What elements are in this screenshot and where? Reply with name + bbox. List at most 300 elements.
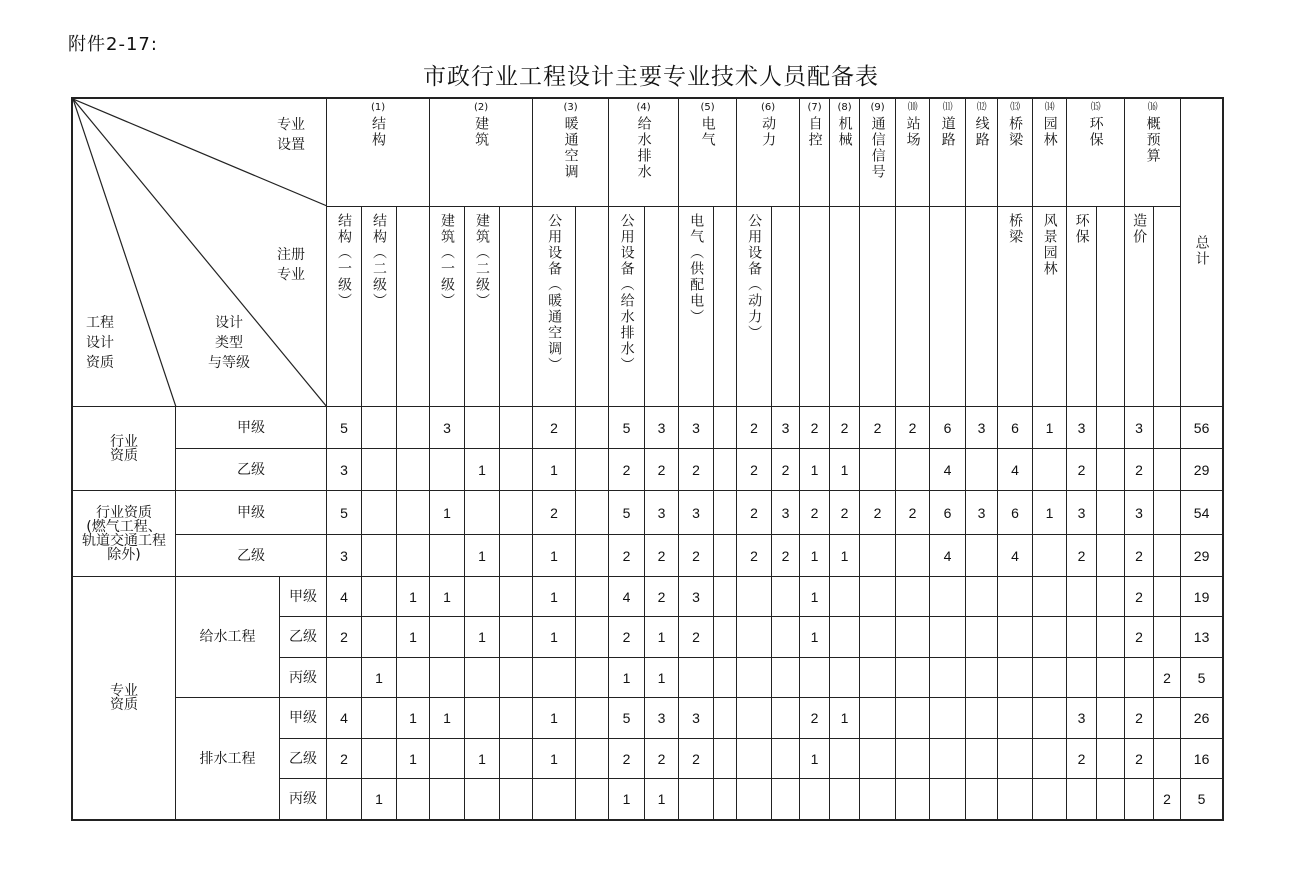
value-cell — [896, 658, 930, 698]
design-type-cell: 排水工程 — [176, 698, 280, 820]
value-cell: 1 — [1033, 407, 1067, 449]
value-cell — [500, 739, 533, 779]
grade-cell: 乙级 — [280, 739, 327, 779]
group-header-3 — [533, 99, 609, 207]
value-cell — [998, 577, 1033, 617]
registered-specialty-cell — [737, 207, 772, 407]
value-cell — [1154, 407, 1181, 449]
registered-specialty-text: 公用设备︵动力︶ — [746, 213, 763, 341]
group-name: 通信信号 — [869, 116, 886, 180]
group-header-4 — [609, 99, 679, 207]
value-cell: 1 — [800, 739, 830, 779]
value-cell — [830, 577, 860, 617]
design-type-label: 设计 类型 与等级 — [208, 315, 250, 371]
value-cell: 2 — [737, 407, 772, 449]
value-cell — [966, 449, 998, 491]
value-cell — [737, 739, 772, 779]
value-cell: 3 — [1067, 491, 1097, 535]
grade-cell: 甲级 — [176, 491, 327, 535]
value-cell — [714, 779, 737, 820]
value-cell: 6 — [930, 407, 966, 449]
value-cell — [1097, 739, 1125, 779]
value-cell: 5 — [609, 407, 645, 449]
value-cell — [362, 491, 397, 535]
group-name: 动力 — [760, 116, 777, 148]
value-cell — [830, 617, 860, 658]
value-cell: 3 — [1125, 491, 1154, 535]
value-cell — [576, 658, 609, 698]
value-cell: 3 — [327, 535, 362, 577]
value-cell — [1033, 577, 1067, 617]
value-cell — [860, 577, 896, 617]
registered-specialty-cell — [966, 207, 998, 407]
value-cell: 2 — [609, 535, 645, 577]
value-cell — [465, 779, 500, 820]
group-number: ⑿ — [976, 102, 987, 113]
group-number: (5) — [700, 102, 715, 113]
group-header-13 — [998, 99, 1033, 207]
value-cell — [772, 779, 800, 820]
value-cell: 2 — [737, 449, 772, 491]
value-cell — [327, 779, 362, 820]
grade-cell: 乙级 — [176, 535, 327, 577]
value-cell: 1 — [465, 617, 500, 658]
registered-specialty-text: 风景园林 — [1041, 213, 1058, 277]
value-cell — [430, 617, 465, 658]
registered-specialty-cell — [896, 207, 930, 407]
value-cell: 5 — [327, 491, 362, 535]
table-row — [73, 577, 1223, 617]
group-name: 暖通空调 — [562, 116, 579, 180]
value-cell: 1 — [397, 617, 430, 658]
value-cell — [500, 491, 533, 535]
value-cell — [714, 617, 737, 658]
total-label: 总计 — [1193, 235, 1210, 267]
group-header-12 — [966, 99, 998, 207]
value-cell — [576, 739, 609, 779]
table-row — [73, 449, 1223, 491]
registered-specialty-cell — [609, 207, 645, 407]
value-cell — [465, 698, 500, 739]
registered-specialty-text: 公用设备︵给水排水︶ — [618, 213, 635, 373]
group-header-16 — [1125, 99, 1181, 207]
value-cell — [800, 779, 830, 820]
value-cell — [714, 407, 737, 449]
value-cell — [430, 658, 465, 698]
group-number: (7) — [807, 102, 822, 113]
value-cell — [860, 658, 896, 698]
value-cell — [714, 577, 737, 617]
value-cell — [1033, 698, 1067, 739]
value-cell — [1067, 617, 1097, 658]
value-cell: 3 — [645, 698, 679, 739]
group-number: (8) — [837, 102, 852, 113]
registered-specialty-cell — [1125, 207, 1154, 407]
group-number: (4) — [636, 102, 651, 113]
value-cell: 4 — [327, 577, 362, 617]
value-cell — [966, 617, 998, 658]
value-cell: 2 — [860, 407, 896, 449]
value-cell: 2 — [896, 407, 930, 449]
value-cell — [1067, 779, 1097, 820]
registered-specialty-cell — [430, 207, 465, 407]
value-cell: 6 — [998, 491, 1033, 535]
value-cell: 4 — [998, 535, 1033, 577]
value-cell: 2 — [645, 739, 679, 779]
value-cell — [430, 535, 465, 577]
group-header-1 — [327, 99, 430, 207]
value-cell — [830, 779, 860, 820]
value-cell — [714, 449, 737, 491]
value-cell — [1097, 698, 1125, 739]
value-cell: 2 — [1154, 779, 1181, 820]
value-cell — [397, 535, 430, 577]
value-cell: 2 — [830, 407, 860, 449]
value-cell: 4 — [930, 449, 966, 491]
value-cell — [1067, 658, 1097, 698]
group-name: 结构 — [370, 116, 387, 148]
value-cell: 2 — [645, 449, 679, 491]
value-cell — [1097, 577, 1125, 617]
value-cell — [1125, 779, 1154, 820]
value-cell — [465, 491, 500, 535]
value-cell: 1 — [362, 658, 397, 698]
total-cell: 54 — [1181, 491, 1223, 535]
value-cell: 3 — [645, 407, 679, 449]
value-cell: 2 — [737, 491, 772, 535]
value-cell: 1 — [430, 698, 465, 739]
value-cell: 3 — [679, 698, 714, 739]
group-number: (2) — [473, 102, 489, 113]
value-cell: 2 — [800, 407, 830, 449]
value-cell: 1 — [830, 535, 860, 577]
registered-specialty-cell — [1097, 207, 1125, 407]
value-cell: 1 — [430, 491, 465, 535]
registered-specialty-text: 结构︵二级︶ — [371, 213, 388, 309]
value-cell: 3 — [679, 407, 714, 449]
value-cell: 2 — [1067, 449, 1097, 491]
registered-specialty-cell — [1033, 207, 1067, 407]
value-cell — [679, 658, 714, 698]
value-cell: 2 — [679, 449, 714, 491]
value-cell — [966, 535, 998, 577]
group-header-7 — [800, 99, 830, 207]
value-cell: 6 — [930, 491, 966, 535]
value-cell: 3 — [327, 449, 362, 491]
value-cell — [327, 658, 362, 698]
registered-specialty-cell — [362, 207, 397, 407]
value-cell — [966, 698, 998, 739]
value-cell: 2 — [800, 491, 830, 535]
value-cell: 2 — [679, 739, 714, 779]
value-cell — [1154, 577, 1181, 617]
value-cell: 6 — [998, 407, 1033, 449]
total-cell: 29 — [1181, 449, 1223, 491]
value-cell: 2 — [1125, 535, 1154, 577]
value-cell — [362, 739, 397, 779]
table-row — [73, 491, 1223, 535]
group-name: 自控 — [806, 116, 823, 148]
qualification-cell: 行业 资质 — [73, 407, 176, 491]
registered-specialty-cell — [679, 207, 714, 407]
value-cell — [1154, 491, 1181, 535]
value-cell — [860, 739, 896, 779]
value-cell — [896, 617, 930, 658]
value-cell — [896, 577, 930, 617]
total-cell: 26 — [1181, 698, 1223, 739]
group-number: ⒀ — [1010, 102, 1021, 113]
value-cell: 1 — [533, 577, 576, 617]
value-cell — [896, 698, 930, 739]
group-name: 道路 — [939, 116, 956, 148]
value-cell — [737, 658, 772, 698]
value-cell — [930, 698, 966, 739]
value-cell: 5 — [609, 698, 645, 739]
value-cell: 2 — [679, 535, 714, 577]
value-cell: 3 — [645, 491, 679, 535]
group-header-6 — [737, 99, 800, 207]
value-cell — [998, 779, 1033, 820]
group-name: 线路 — [973, 116, 990, 148]
value-cell — [714, 658, 737, 698]
table-title: 市政行业工程设计主要专业技术人员配备表 — [423, 64, 879, 90]
value-cell — [998, 617, 1033, 658]
registered-specialty-text: 结构︵一级︶ — [336, 213, 353, 309]
value-cell: 1 — [430, 577, 465, 617]
registered-specialty-cell — [327, 207, 362, 407]
value-cell — [1033, 535, 1067, 577]
value-cell — [500, 449, 533, 491]
value-cell: 2 — [609, 449, 645, 491]
group-name: 环保 — [1087, 116, 1104, 148]
registered-specialty-cell — [533, 207, 576, 407]
value-cell: 2 — [737, 535, 772, 577]
value-cell — [500, 577, 533, 617]
value-cell — [930, 779, 966, 820]
value-cell: 2 — [609, 617, 645, 658]
value-cell — [576, 535, 609, 577]
value-cell — [714, 698, 737, 739]
value-cell — [465, 577, 500, 617]
total-cell: 16 — [1181, 739, 1223, 779]
value-cell: 2 — [1125, 698, 1154, 739]
value-cell: 2 — [1125, 617, 1154, 658]
registered-specialty-text: 公用设备︵暖通空调︶ — [546, 213, 563, 373]
value-cell — [772, 739, 800, 779]
registered-specialty-label: 注册 专业 — [277, 247, 305, 283]
group-number: (9) — [870, 102, 885, 113]
value-cell: 4 — [327, 698, 362, 739]
value-cell — [397, 449, 430, 491]
value-cell — [830, 739, 860, 779]
value-cell — [430, 739, 465, 779]
value-cell — [896, 449, 930, 491]
value-cell — [1097, 491, 1125, 535]
value-cell — [500, 698, 533, 739]
value-cell — [860, 617, 896, 658]
value-cell — [896, 779, 930, 820]
value-cell: 5 — [327, 407, 362, 449]
table-row — [73, 407, 1223, 449]
value-cell — [1097, 617, 1125, 658]
value-cell — [576, 407, 609, 449]
group-header-10 — [896, 99, 930, 207]
value-cell: 1 — [609, 779, 645, 820]
value-cell — [500, 617, 533, 658]
value-cell — [500, 658, 533, 698]
value-cell: 4 — [609, 577, 645, 617]
value-cell: 1 — [362, 779, 397, 820]
value-cell — [1154, 449, 1181, 491]
qualification-cell: 专业 资质 — [73, 577, 176, 820]
value-cell: 1 — [465, 739, 500, 779]
value-cell: 3 — [679, 577, 714, 617]
value-cell: 1 — [800, 617, 830, 658]
registered-specialty-cell — [860, 207, 896, 407]
grade-cell: 乙级 — [280, 617, 327, 658]
value-cell: 1 — [397, 577, 430, 617]
value-cell — [576, 779, 609, 820]
value-cell: 1 — [533, 698, 576, 739]
value-cell: 1 — [397, 698, 430, 739]
value-cell — [737, 698, 772, 739]
value-cell — [533, 658, 576, 698]
total-cell: 13 — [1181, 617, 1223, 658]
value-cell — [430, 449, 465, 491]
value-cell — [397, 407, 430, 449]
value-cell — [830, 658, 860, 698]
group-name: 给水排水 — [635, 116, 652, 180]
value-cell — [966, 658, 998, 698]
registered-specialty-cell — [800, 207, 830, 407]
registered-specialty-cell — [830, 207, 860, 407]
value-cell: 3 — [966, 491, 998, 535]
value-cell: 5 — [609, 491, 645, 535]
value-cell: 2 — [327, 739, 362, 779]
value-cell — [860, 779, 896, 820]
group-number: ⑾ — [942, 102, 953, 113]
group-header-11 — [930, 99, 966, 207]
grade-cell: 甲级 — [280, 577, 327, 617]
value-cell: 1 — [1033, 491, 1067, 535]
value-cell: 1 — [533, 617, 576, 658]
value-cell: 2 — [1067, 739, 1097, 779]
value-cell — [1033, 739, 1067, 779]
registered-specialty-text: 环保 — [1073, 213, 1090, 245]
value-cell: 3 — [1067, 407, 1097, 449]
group-name: 建筑 — [473, 116, 490, 148]
value-cell: 3 — [966, 407, 998, 449]
value-cell: 1 — [533, 535, 576, 577]
value-cell: 2 — [830, 491, 860, 535]
value-cell — [1097, 449, 1125, 491]
specialty-setting-label: 专业 设置 — [277, 117, 305, 153]
value-cell — [860, 449, 896, 491]
value-cell — [998, 739, 1033, 779]
value-cell: 3 — [679, 491, 714, 535]
group-header-14 — [1033, 99, 1067, 207]
value-cell: 1 — [533, 739, 576, 779]
registered-specialty-cell — [397, 207, 430, 407]
registered-specialty-cell — [1154, 207, 1181, 407]
value-cell — [896, 535, 930, 577]
value-cell: 2 — [800, 698, 830, 739]
value-cell: 4 — [998, 449, 1033, 491]
value-cell: 4 — [930, 535, 966, 577]
value-cell — [737, 617, 772, 658]
value-cell: 2 — [1125, 577, 1154, 617]
grade-cell: 甲级 — [176, 407, 327, 449]
registered-specialty-cell — [500, 207, 533, 407]
total-cell: 29 — [1181, 535, 1223, 577]
value-cell — [500, 407, 533, 449]
value-cell: 2 — [679, 617, 714, 658]
grade-cell: 丙级 — [280, 779, 327, 820]
value-cell — [966, 739, 998, 779]
value-cell — [998, 658, 1033, 698]
value-cell: 1 — [830, 698, 860, 739]
group-number: ⑽ — [907, 102, 918, 113]
registered-specialty-cell — [645, 207, 679, 407]
value-cell — [1154, 698, 1181, 739]
value-cell — [930, 577, 966, 617]
value-cell: 1 — [533, 449, 576, 491]
registered-specialty-cell — [930, 207, 966, 407]
table-row — [73, 535, 1223, 577]
value-cell — [397, 658, 430, 698]
value-cell: 2 — [533, 407, 576, 449]
value-cell — [714, 491, 737, 535]
total-cell: 56 — [1181, 407, 1223, 449]
group-name: 园林 — [1041, 116, 1058, 148]
registered-specialty-text: 桥梁 — [1007, 213, 1024, 245]
value-cell — [397, 779, 430, 820]
value-cell — [966, 577, 998, 617]
value-cell — [1097, 535, 1125, 577]
value-cell: 1 — [609, 658, 645, 698]
value-cell: 1 — [800, 535, 830, 577]
value-cell — [500, 535, 533, 577]
value-cell: 2 — [860, 491, 896, 535]
group-name: 机械 — [836, 116, 853, 148]
value-cell — [1097, 407, 1125, 449]
value-cell — [1033, 779, 1067, 820]
value-cell: 2 — [645, 577, 679, 617]
grade-cell: 甲级 — [280, 698, 327, 739]
value-cell — [465, 407, 500, 449]
value-cell — [1097, 658, 1125, 698]
group-header-5 — [679, 99, 737, 207]
value-cell — [930, 658, 966, 698]
value-cell — [465, 658, 500, 698]
value-cell: 3 — [1067, 698, 1097, 739]
value-cell: 3 — [1125, 407, 1154, 449]
value-cell: 2 — [1125, 449, 1154, 491]
total-cell: 5 — [1181, 658, 1223, 698]
registered-specialty-cell — [1067, 207, 1097, 407]
value-cell: 2 — [772, 449, 800, 491]
group-number: (3) — [563, 102, 578, 113]
value-cell — [576, 577, 609, 617]
value-cell — [966, 779, 998, 820]
value-cell — [1125, 658, 1154, 698]
value-cell — [1033, 658, 1067, 698]
value-cell: 1 — [800, 577, 830, 617]
value-cell — [930, 617, 966, 658]
group-number: ⒁ — [1044, 102, 1055, 113]
value-cell — [362, 535, 397, 577]
group-header-8 — [830, 99, 860, 207]
